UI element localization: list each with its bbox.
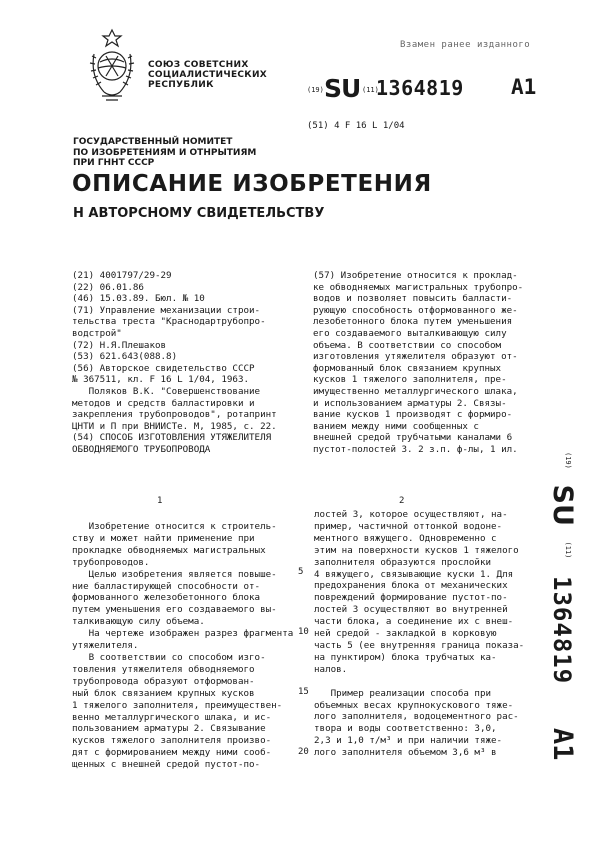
body-line: лого заполнителя объемом 3,6 м³ в	[314, 747, 497, 759]
body-line: 1 тяжелого заполнителя, преимуществен-	[72, 699, 283, 711]
kind-code: A1	[511, 75, 537, 99]
body-line: товления утяжелителя обводняемого	[72, 663, 255, 675]
abstract-line: рующую способность отформованного же-	[313, 304, 518, 316]
body-line: прокладке обводняемых магистральных	[72, 544, 266, 556]
body-line: утяжелителя.	[72, 640, 139, 652]
abstract-line: кусков 1 тяжелого заполнителя, пре-	[313, 374, 507, 386]
column-number: 2	[399, 496, 405, 506]
biblio-line: методов и средств балластировки и	[72, 397, 255, 409]
side-kind-code: A1	[547, 727, 578, 761]
abstract-line: вание кусков 1 производят с формиро-	[313, 409, 513, 421]
line-marker: 15	[298, 687, 309, 697]
body-line: часть 5 (ее внутренняя граница показа-	[314, 639, 525, 651]
body-line: 2,3 и 1,0 т/м³ и при наличии тяже-	[314, 735, 503, 747]
committee-line: ПРИ ГННТ СССР	[73, 158, 155, 168]
patent-number: 1364819	[376, 76, 464, 100]
biblio-line: (54) СПОСОБ ИЗГОТОВЛЕНИЯ УТЯЖЕЛИТЕЛЯ	[72, 432, 272, 444]
body-line: щенных с внешней средой пустот-по-	[72, 759, 261, 771]
biblio-line: закрепления трубопроводов", ротапринт	[72, 409, 277, 421]
body-line: ментного вяжущего. Одновременно с	[314, 532, 497, 544]
inid-code-19: (19)	[307, 86, 324, 94]
abstract-line: водов и позволяет повысить балласти-	[313, 293, 513, 305]
body-line: налов.	[314, 663, 348, 675]
inid-code-11: (11)	[362, 86, 379, 94]
country-code: SU	[324, 74, 361, 103]
body-line: объемных весах крупнокускового тяже-	[314, 699, 514, 711]
body-line: предохранения блока от механических	[314, 580, 508, 592]
issuer-name	[148, 60, 267, 90]
body-line: повреждений формирование пустот-по-	[314, 592, 508, 604]
committee-line: ПО ИЗОБРЕТЕНИЯМ И ОТНРЫТИЯМ	[73, 147, 257, 158]
body-line: ству и может найти применение при	[72, 532, 255, 544]
abstract-line: его создаваемого выталкивающую силу	[313, 327, 507, 339]
biblio-line: (56) Авторское свидетельство СССР	[72, 362, 255, 374]
body-line: трубопровода образуют отформован-	[72, 675, 255, 687]
description-column-2	[314, 509, 536, 759]
abstract-line: ке обводняемых магистральных трубопро-	[313, 281, 524, 293]
biblio-line: ОБВОДНЯЕМОГО ТРУБОПРОВОДА	[72, 443, 211, 455]
biblio-line: ЦНТИ и П при ВНИИСТе. М, 1985, с. 22.	[72, 420, 277, 432]
abstract-line: (57) Изобретение относится к проклад-	[313, 270, 518, 281]
abstract-line: и использованием арматуры 2. Связы-	[313, 397, 507, 409]
line-marker: 10	[298, 627, 309, 637]
abstract-line: объема. В соответствии со способом	[313, 339, 502, 351]
bibliographic-data	[72, 270, 308, 456]
body-line: трубопроводов.	[72, 556, 150, 568]
body-line: на пунктиром) блока трубчатых ка-	[314, 651, 497, 663]
body-line: этим на поверхности кусков 1 тяжелого	[314, 544, 519, 556]
description-column-1	[72, 521, 294, 771]
biblio-line: (21) 4001797/29-29	[72, 270, 172, 281]
document-title: ОПИСАНИЕ ИЗОБРЕТЕНИЯ	[72, 171, 432, 197]
biblio-line: (46) 15.03.89. Бюл. № 10	[72, 293, 205, 305]
body-line: кусков тяжелого заполнителя произво-	[72, 735, 272, 747]
issuer-line: СОЦИАЛИСТИЧЕСКИХ	[148, 70, 268, 80]
body-line: дят с формированием между ними сооб-	[72, 747, 272, 759]
issuer-line: СОЮЗ СОВЕТСНИХ	[148, 60, 249, 70]
biblio-line: тельства треста "Краснодартрубопро-	[72, 316, 266, 328]
abstract-line: лезобетонного блока путем уменьшения	[313, 316, 513, 328]
line-marker: 5	[298, 567, 304, 577]
line-marker: 20	[298, 747, 309, 757]
body-line: ней средой - закладкой в корковую	[314, 628, 497, 640]
biblio-line: (22) 06.01.86	[72, 281, 144, 293]
body-line: заполнителя образуются прослойки	[314, 556, 492, 568]
biblio-line: водстрой"	[72, 327, 122, 339]
abstract-line: изготовления утяжелителя образуют от-	[313, 351, 518, 363]
body-line: путем уменьшения его создаваемого вы-	[72, 604, 277, 616]
body-line: На чертеже изображен разрез фрагмента	[72, 628, 294, 640]
side-country-code: SU	[547, 484, 578, 526]
body-line: талкивающую силу объема.	[72, 616, 205, 628]
body-line: венно металлургического шлака, и ис-	[72, 711, 272, 723]
abstract-line: формованный блок связанием крупных	[313, 362, 502, 374]
body-line: Изобретение относится к строитель-	[72, 521, 277, 532]
biblio-line: (72) Н.Я.Плешаков	[72, 339, 167, 351]
biblio-line: (53) 621.643(088.8)	[72, 351, 178, 363]
body-line: ный блок связанием крупных кусков	[72, 687, 255, 699]
body-line: пример, частичной оттонкой водоне-	[314, 520, 503, 532]
side-inid-code-11: (11)	[564, 541, 572, 559]
abstract-line: внешней средой трубчатыми каналами 6	[313, 432, 513, 444]
biblio-line: № 367511, кл. F 16 L 1/04, 1963.	[72, 374, 250, 386]
body-line: лостей 3 осуществляют во внутренней	[314, 604, 508, 616]
body-line: пользованием арматуры 2. Связывание	[72, 723, 266, 735]
patent-identifier	[307, 74, 562, 102]
body-line	[314, 676, 536, 688]
body-line: лостей 3, которое осуществляют, на-	[314, 509, 508, 520]
issuer-line: РЕСПУБЛИК	[148, 80, 214, 90]
abstract-line: пустот-полостей 3. 2 з.п. ф-лы, 1 ил.	[313, 443, 518, 455]
abstract-line: имущественно металлургического шлака,	[313, 385, 518, 397]
committee-line: ГОСУДАРСТВЕННЫЙ НОМИТЕТ	[73, 137, 233, 147]
body-line: лого заполнителя, водоцементного рас-	[314, 711, 519, 723]
document-subtitle: Н АВТОРСНОМУ СВИДЕТЕЛЬСТВУ	[73, 206, 325, 221]
body-line: твора и воды соответственно: 3,0,	[314, 723, 497, 735]
abstract-line: ванием между ними сообщенных с	[313, 420, 479, 432]
body-line: формованного железобетонного блока	[72, 592, 261, 604]
column-number: 1	[157, 496, 163, 506]
side-inid-code-19: (19)	[564, 452, 572, 469]
abstract	[313, 270, 563, 456]
body-line: части блока, а соединение их с внеш-	[314, 616, 514, 628]
body-line: ние балластирующей способности от-	[72, 580, 261, 592]
side-patent-number: 1364819	[548, 576, 576, 685]
replacement-stamp: Взамен ранее изданного	[400, 40, 531, 50]
committee-name	[73, 137, 256, 169]
state-emblem-icon	[84, 20, 140, 104]
biblio-line: (71) Управление механизации строи-	[72, 304, 261, 316]
ipc-classification: (51) 4 F 16 L 1/04	[307, 121, 405, 131]
body-line: 4 вяжущего, связывающие куски 1. Для	[314, 568, 514, 580]
body-line: Пример реализации способа при	[314, 687, 492, 699]
biblio-line: Поляков В.К. "Совершенствование	[72, 385, 261, 397]
body-line: В соответствии со способом изго-	[72, 651, 266, 663]
side-patent-stamp	[544, 452, 584, 761]
body-line: Целью изобретения является повыше-	[72, 568, 277, 580]
